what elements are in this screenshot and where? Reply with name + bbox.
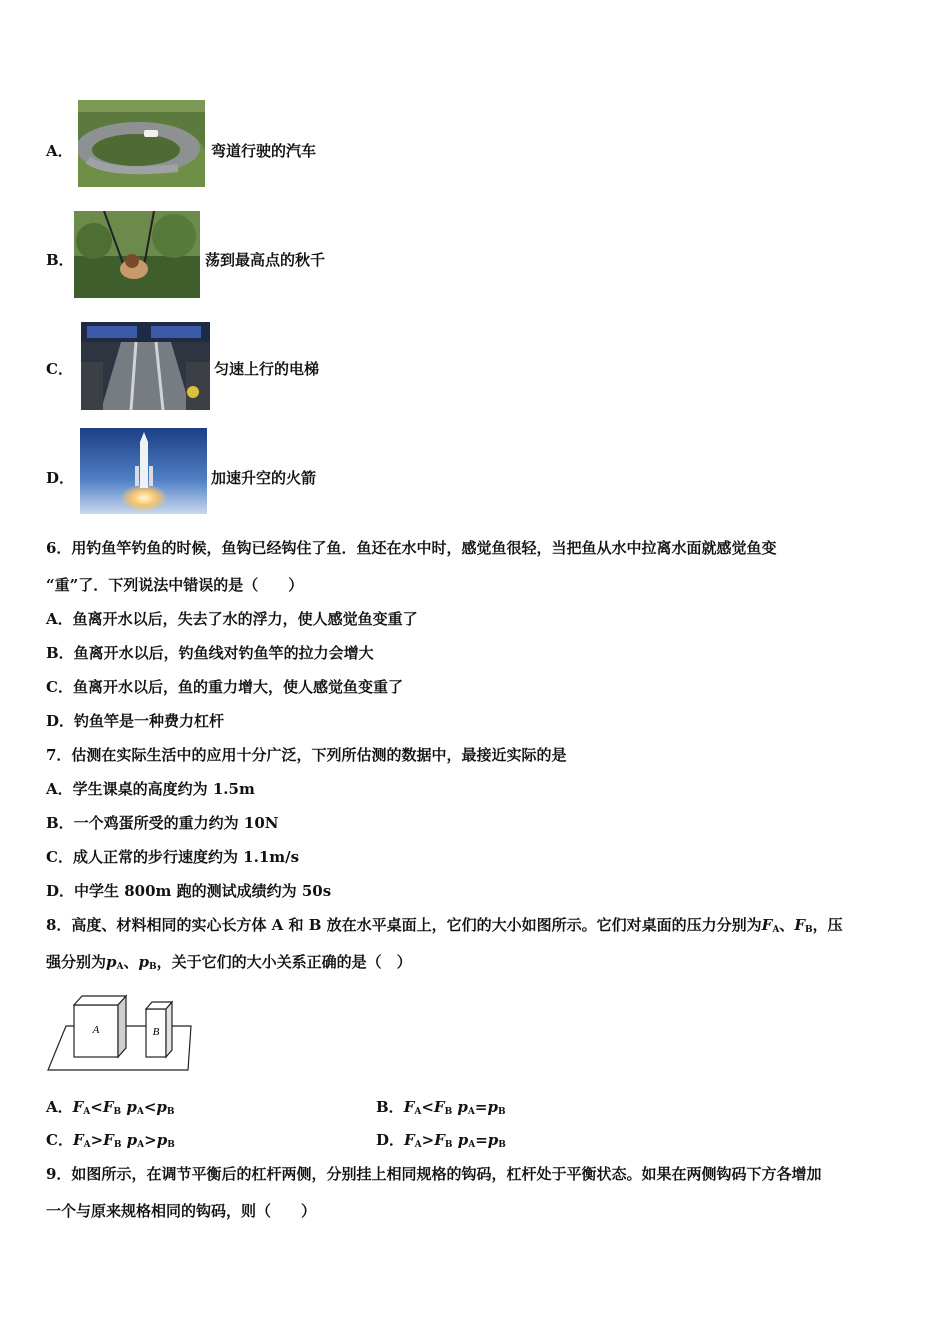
relation-2: > [144, 1131, 157, 1149]
relation-2: < [143, 1098, 157, 1116]
relation-1: > [421, 1131, 435, 1149]
var-p: p [138, 953, 150, 971]
sub-b: B [804, 925, 813, 935]
q8-stem-line1-text: 8．高度、材料相同的实心长方体 A 和 B 放在水平桌面上，它们的大小如图所示。它们对桌面的压力分别为 [46, 916, 762, 934]
relation-2: = [474, 1098, 488, 1116]
q8-stem-line2-tail: ，关于它们的大小关系正确的是（ ） [156, 953, 412, 971]
sub-a: A [116, 962, 124, 972]
sub-b: B [113, 1140, 122, 1150]
var-p: p [457, 1098, 468, 1116]
q7-option-c: C．成人正常的步行速度约为 1.1m/s [46, 848, 300, 866]
q6-stem-line2: “重”了．下列说法中错误的是（ ） [46, 576, 304, 594]
relation-2: = [475, 1131, 488, 1149]
q6-stem-line1: 6．用钓鱼竿钓鱼的时候，鱼钩已经钩住了鱼．鱼还在水中时，感觉鱼很轻，当把鱼从水中拉离水面就感觉鱼变 [46, 539, 777, 557]
var-f: F [403, 1098, 415, 1116]
q9-stem-line1: 9．如图所示，在调节平衡后的杠杆两侧，分别挂上相同规格的钩码，杠杆处于平衡状态。如果在两侧钩码下方各增加 [46, 1165, 822, 1183]
q7-option-a: A．学生课桌的高度约为 1.5m [46, 780, 255, 798]
sub-a: A [467, 1107, 475, 1117]
q8-stem-line2-text: 强分别为 [46, 953, 107, 971]
q5-option-b-text: 荡到最高点的秋千 [205, 251, 326, 269]
sub-b: B [498, 1140, 506, 1150]
var-p: p [457, 1131, 469, 1149]
option-letter: C． [46, 1131, 73, 1149]
q8-stem-line2 [46, 952, 412, 977]
sub-b: B [444, 1140, 453, 1150]
var-f: F [72, 1131, 84, 1149]
q5-option-d-letter: D． [46, 469, 75, 487]
q8-option-a [46, 1097, 175, 1122]
separator: 、 [123, 953, 139, 971]
sub-a: A [83, 1107, 91, 1117]
var-f: F [72, 1098, 84, 1116]
sub-b: B [167, 1140, 175, 1150]
option-letter: B． [376, 1098, 404, 1116]
sub-a: A [414, 1107, 422, 1117]
sub-b: B [444, 1107, 453, 1117]
figure-label-b: B [152, 1026, 160, 1038]
q6-option-d: D．钓鱼竿是一种费力杠杆 [46, 712, 225, 730]
var-p: p [106, 953, 117, 971]
q5-option-c-text: 匀速上行的电梯 [214, 360, 320, 378]
q8-option-c [46, 1130, 175, 1155]
q5-option-c-letter: C． [46, 360, 73, 378]
figure-label-a: A [92, 1024, 100, 1036]
q5-option-a-letter: A． [46, 142, 73, 160]
option-letter: D． [376, 1131, 405, 1149]
q5-option-d-text: 加速升空的火箭 [211, 469, 317, 487]
relation-1: < [421, 1098, 434, 1116]
q7-option-d: D．中学生 800m 跑的测试成绩约为 50s [46, 882, 332, 900]
escalator-photo [81, 322, 210, 410]
q5-option-b-letter: B． [46, 251, 74, 269]
relation-1: > [90, 1131, 104, 1149]
sub-b: B [166, 1107, 175, 1117]
var-f: F [433, 1098, 445, 1116]
q6-option-b: B．鱼离开水以后，钓鱼线对钓鱼竿的拉力会增大 [46, 644, 374, 662]
q6-option-a: A．鱼离开水以后，失去了水的浮力，使人感觉鱼变重了 [46, 610, 418, 628]
var-f: F [404, 1131, 415, 1149]
rocket-launch-photo [80, 428, 207, 514]
var-p: p [156, 1131, 168, 1149]
sub-a: A [83, 1140, 91, 1150]
q7-stem: 7．估测在实际生活中的应用十分广泛，下列所估测的数据中，最接近实际的是 [46, 746, 567, 764]
q8-stem-line1 [46, 915, 843, 940]
sub-a: A [772, 925, 780, 935]
sub-a: A [137, 1140, 145, 1150]
var-f: F [761, 916, 773, 934]
swing-photo [74, 211, 200, 298]
separator: 、 [779, 916, 795, 934]
curved-road-car-photo [78, 100, 205, 187]
var-f: F [434, 1131, 445, 1149]
sub-a: A [468, 1140, 476, 1150]
option-letter: A． [46, 1098, 73, 1116]
var-p: p [126, 1131, 138, 1149]
sub-b: B [149, 962, 157, 972]
var-p: p [126, 1098, 137, 1116]
var-p: p [487, 1098, 498, 1116]
q8-option-d [376, 1130, 506, 1155]
var-f: F [794, 916, 805, 934]
sub-b: B [497, 1107, 506, 1117]
sub-b: B [113, 1107, 122, 1117]
q5-option-a-text: 弯道行驶的汽车 [211, 142, 317, 160]
var-p: p [156, 1098, 167, 1116]
q8-stem-line1-tail: ，压 [812, 916, 843, 934]
relation-1: < [90, 1098, 103, 1116]
q9-stem-line2: 一个与原来规格相同的钩码，则（ ） [46, 1202, 317, 1220]
sub-a: A [136, 1107, 144, 1117]
q6-option-c: C．鱼离开水以后，鱼的重力增大，使人感觉鱼变重了 [46, 678, 403, 696]
var-p: p [487, 1131, 499, 1149]
var-f: F [103, 1131, 114, 1149]
q7-option-b: B．一个鸡蛋所受的重力约为 10N [46, 814, 279, 832]
sub-a: A [414, 1140, 422, 1150]
var-f: F [102, 1098, 114, 1116]
q8-blocks-figure [46, 990, 196, 1076]
q8-option-b [376, 1097, 506, 1122]
